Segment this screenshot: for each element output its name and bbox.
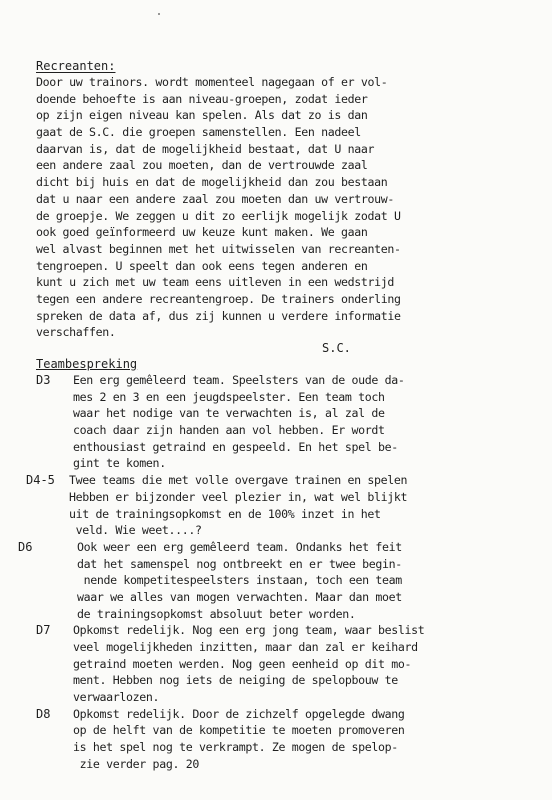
- text-line: kunt u zich met uw team eens uitleven in een wedstrijd: [36, 275, 395, 290]
- text-line: uit de trainingsopkomst en de 100% inzet in het: [69, 506, 381, 521]
- text-line: doende behoefte is aan niveau-groepen, zodat ieder: [36, 91, 368, 106]
- text-line: dicht bij huis en dat de mogelijkheid dan zou bestaan: [36, 175, 388, 190]
- text-line: de trainingsopkomst absoluut beter worden.: [77, 606, 356, 621]
- team-code: D8: [36, 706, 51, 721]
- team-description: [73, 372, 536, 472]
- text-line: ment. Hebben nog iets de neiging de spelopbouw te: [73, 673, 398, 688]
- team-entry: [36, 372, 536, 472]
- text-line: op de helft van de kompetitie te moeten promoveren: [73, 723, 405, 738]
- team-description: [77, 539, 536, 622]
- team-entry: [36, 622, 536, 705]
- text-line: is het spel nog te verkrampt. Ze mogen de spelop-: [73, 740, 398, 755]
- text-line: waar het nodige van te verwachten is, al zal de: [73, 406, 385, 421]
- text-line: op zijn eigen niveau kan spelen. Als dat zo is dan: [36, 108, 368, 123]
- teambespreking-section: [18, 356, 536, 773]
- team-entry: [18, 539, 536, 622]
- team-entry: [36, 706, 536, 773]
- team-code: D6: [18, 539, 33, 554]
- team-description: [73, 706, 536, 773]
- text-line: Een erg gemêleerd team. Speelsters van de oude da-: [73, 373, 405, 387]
- team-description: [73, 622, 536, 705]
- team-entry: [26, 472, 536, 539]
- text-line: waar we alles van mogen verwachten. Maar dan moet: [77, 589, 402, 604]
- text-line: zie verder pag. 20: [73, 756, 199, 771]
- text-line: spreken de data af, dus zij kunnen u verdere informatie: [36, 308, 401, 323]
- text-line: veld. Wie weet....?: [69, 523, 202, 538]
- text-line: gaat de S.C. die groepen samenstellen. Een nadeel: [36, 125, 361, 140]
- text-line: verschaffen.: [36, 325, 116, 340]
- section-heading-recreanten: Recreanten:: [36, 59, 116, 73]
- text-line: Twee teams die met volle overgave trainen en spelen: [69, 473, 408, 488]
- text-line: Ook weer een erg gemêleerd team. Ondanks het feit: [77, 539, 402, 554]
- text-line: Opkomst redelijk. Door de zichzelf opgelegde dwang: [73, 706, 405, 721]
- text-line: dat u naar een andere zaal zou moeten dan uw vertrouw-: [36, 191, 395, 206]
- text-line: tegen een andere recreantengroep. De trainers onderling: [36, 291, 401, 306]
- recreanten-section: [36, 58, 536, 341]
- text-line: coach daar zijn handen aan vol hebben. Er wordt: [73, 423, 385, 438]
- text-line: wel alvast beginnen met het uitwisselen van recreanten-: [36, 241, 401, 256]
- team-code: D7: [36, 623, 51, 638]
- text-line: Door uw trainors. wordt momenteel nagegaan of er vol-: [36, 75, 388, 89]
- text-line: gint te komen.: [73, 456, 166, 471]
- text-line: ook goed geïnformeerd uw keuze kunt maken. We gaan: [36, 225, 368, 240]
- text-line: enthousiast getraind en gespeeld. En het spel be-: [73, 439, 398, 454]
- text-line: een andere zaal zou moeten, dan de vertrouwde zaal: [36, 158, 368, 173]
- scan-speck: [158, 13, 160, 15]
- text-line: verwaarlozen.: [73, 690, 160, 705]
- text-line: getraind moeten werden. Nog geen eenheid op dit mo-: [73, 656, 412, 671]
- text-line: tengroepen. U speelt dan ook eens tegen anderen en: [36, 258, 368, 273]
- text-line: daarvan is, dat de mogelijkheid bestaat, dat U naar: [36, 141, 375, 156]
- team-description: [69, 472, 536, 539]
- text-line: dat het samenspel nog ontbreekt en er twee begin-: [77, 556, 402, 571]
- text-line: veel mogelijkheden inzitten, maar dan zal er keihard: [73, 640, 418, 654]
- text-line: Opkomst redelijk. Nog een erg jong team, waar beslist: [73, 623, 425, 638]
- text-line: nende kompetitespeelsters instaan, toch een team: [77, 573, 402, 588]
- team-entries: [18, 372, 536, 773]
- section-heading-teambespreking: Teambespreking: [36, 357, 138, 371]
- team-code: D3: [36, 373, 51, 387]
- signature-sc: S.C.: [322, 341, 351, 355]
- recreanten-paragraph: [36, 74, 536, 341]
- team-code: D4-5: [26, 473, 55, 488]
- text-line: de groepje. We zeggen u dit zo eerlijk mogelijk zodat U: [36, 208, 401, 223]
- text-line: mes 2 en 3 en een jeugdspeelster. Een team toch: [73, 389, 385, 404]
- text-line: Hebben er bijzonder veel plezier in, wat wel blijkt: [69, 489, 408, 504]
